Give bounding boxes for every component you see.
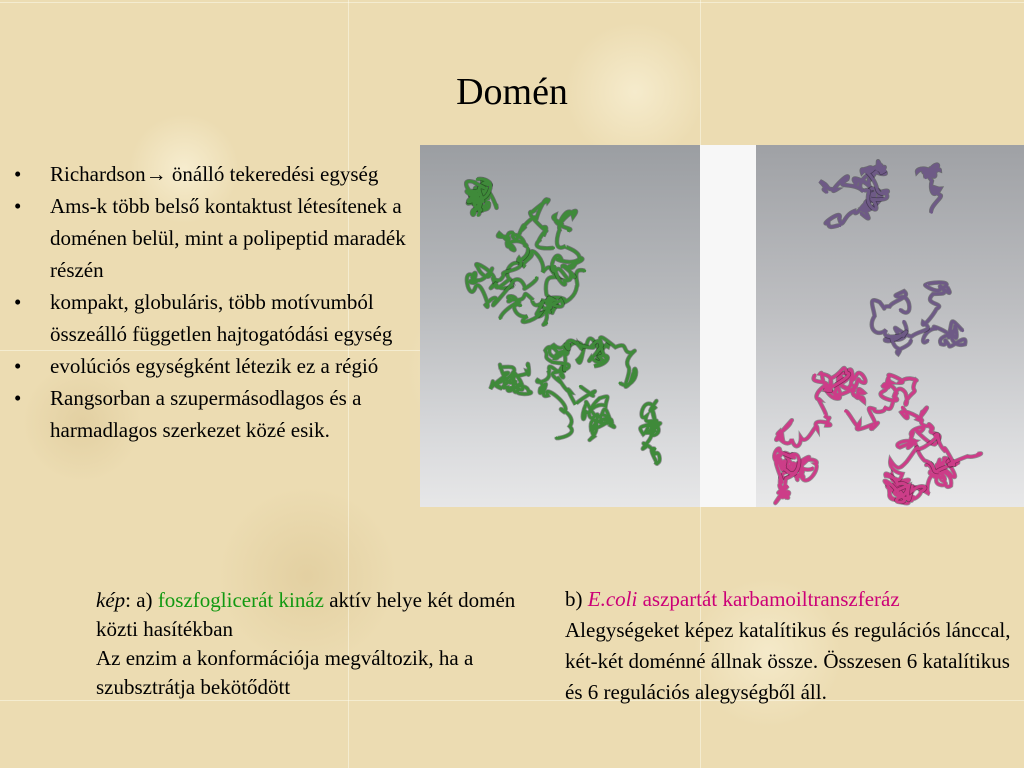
protein-ribbons [420, 145, 1024, 507]
bullet-item [14, 382, 419, 446]
texture-seam [0, 2, 1024, 3]
bullet-list [14, 158, 419, 446]
caption-text: Az enzim a konformációja megváltozik, ha a szubsztrátja bekötődött [96, 646, 474, 699]
bullet-text: Richardson [50, 162, 146, 186]
regulatory-chain-ribbon [820, 161, 965, 354]
bullet-text: Rangsorban a szupermásodlagos és a harmadlagos szerkezet közé esik. [50, 386, 362, 442]
slide-title: Domén [456, 71, 568, 113]
enzyme-name-pgk: foszfoglicerát kináz [157, 588, 324, 612]
bullet-text: önálló tekeredési egység [166, 162, 379, 186]
bullet-text: evolúciós egységként létezik ez a régió [50, 354, 379, 378]
bullet-item [14, 350, 419, 382]
enzyme-name-atcase: aszpartát karbamoiltranszferáz [637, 587, 900, 611]
caption-text: aktív helye két domén közti hasítékban [96, 588, 516, 641]
arrow-symbol: → [145, 162, 167, 186]
caption-text: b) [565, 587, 588, 611]
protein-structure-figure [420, 145, 1024, 507]
bullet-dot: • [14, 354, 22, 378]
phosphoglycerate-kinase-ribbon [466, 179, 660, 464]
bullet-dot: • [14, 162, 22, 186]
caption-text: : a) [125, 588, 158, 612]
bullet-text: Ams-k több belső kontaktust létesítenek a doménen belül, mint a polipeptid maradék részén [50, 194, 406, 282]
bullet-item [14, 286, 419, 350]
bullet-item [14, 190, 419, 286]
caption-label: kép [96, 588, 126, 612]
ribbon-strand [467, 248, 537, 307]
ribbon-strand [583, 396, 615, 440]
caption-a [96, 586, 546, 702]
caption-b [565, 584, 1020, 708]
bullet-text: kompakt, globuláris, több motívumból összeálló független hajtogatódási egység [50, 290, 393, 346]
organism-name: E.coli [587, 587, 638, 611]
bullet-dot: • [14, 290, 22, 314]
bullet-dot: • [14, 194, 22, 218]
caption-text: Alegységeket képez katalítikus és regulációs lánccal, két-két doménné állnak össze. Összesen 6 katalítikus és 6 regulációs alegységből áll. [565, 618, 1011, 704]
bullet-dot: • [14, 386, 22, 410]
bullet-item [14, 158, 419, 190]
catalytic-chain-ribbon [774, 368, 981, 503]
